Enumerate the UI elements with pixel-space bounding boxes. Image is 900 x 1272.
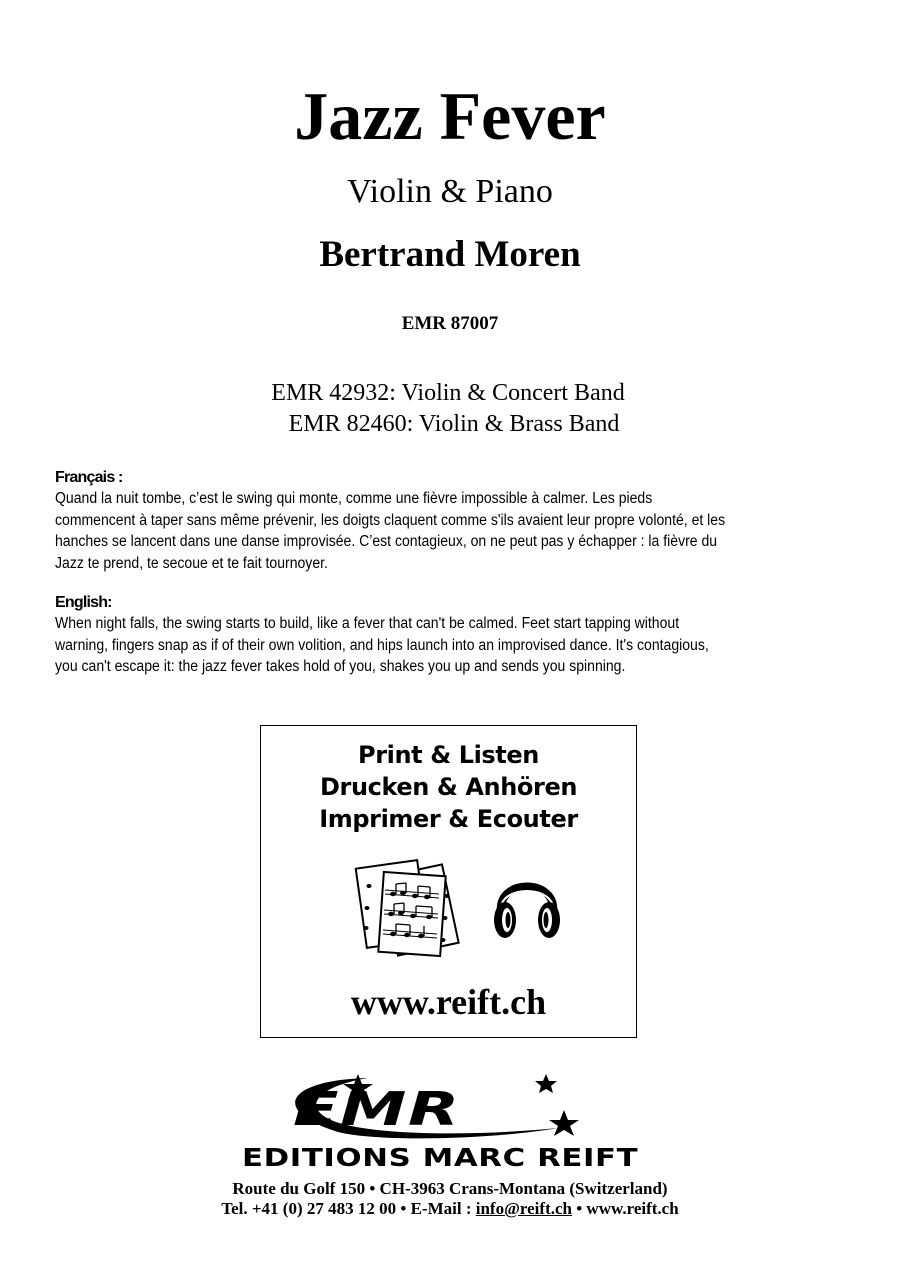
description-line: commencent à taper sans même prévenir, les doigts claquent comme s'ils avaient leur propre volonté, et les <box>55 511 726 529</box>
description-heading: English: <box>55 594 112 611</box>
publisher-logo <box>228 1070 688 1170</box>
telephone: Tel. +41 (0) 27 483 12 00 • E-Mail : <box>221 1199 472 1218</box>
page-title: Jazz Fever <box>294 78 606 154</box>
email-link[interactable]: info@reift.ch <box>475 1199 572 1218</box>
description-line: hanches se lancent dans une danse improvisée. C’est contagieux, on ne peut pas y échapper : la fièvre du <box>55 533 718 550</box>
publisher-contact <box>0 1198 900 1220</box>
description-line: When night falls, the swing starts to build, like a fever that can't be calmed. Feet start tapping without <box>55 615 680 632</box>
sheet-music-icon <box>341 856 469 964</box>
description-body <box>55 613 851 678</box>
headphones-icon <box>491 866 563 944</box>
publisher-address: Route du Golf 150 • CH-3963 Crans-Montana (Switzerland) <box>232 1179 668 1198</box>
composer: Bertrand Moren <box>319 234 581 275</box>
print-listen-box <box>260 725 637 1038</box>
description-english <box>55 593 855 678</box>
logo-publisher-name: EDITIONS MARC REIFT <box>242 1143 639 1172</box>
promo-line-german: Drucken & Anhören <box>319 773 578 801</box>
description-line: warning, fingers snap as if of their own volition, and hips launch into an improvised dance. It's contagious, <box>55 636 709 654</box>
instrumentation: Violin & Piano <box>347 173 553 210</box>
description-french <box>55 468 855 574</box>
promo-line-english: Print & Listen <box>358 741 539 769</box>
description-body <box>55 488 851 574</box>
logo-mark: EMR <box>293 1082 461 1136</box>
alternative-edition: EMR 82460: Violin & Brass Band <box>288 411 620 437</box>
catalog-number: EMR 87007 <box>401 313 499 334</box>
description-line: Quand la nuit tombe, c’est le swing qui monte, comme une fièvre impossible à calmer. Les pieds <box>55 490 653 507</box>
alternative-edition: EMR 42932: Violin & Concert Band <box>271 380 625 406</box>
description-line: you can't escape it: the jazz fever takes hold of you, shakes you up and sends you spinning. <box>55 658 626 675</box>
description-line: Jazz te prend, te secoue et te fait tournoyer. <box>55 554 328 572</box>
promo-line-french: Imprimer & Ecouter <box>319 805 578 833</box>
website-link[interactable]: • www.reift.ch <box>576 1199 679 1218</box>
promo-website[interactable]: www.reift.ch <box>350 982 547 1022</box>
description-heading: Français : <box>55 469 123 486</box>
